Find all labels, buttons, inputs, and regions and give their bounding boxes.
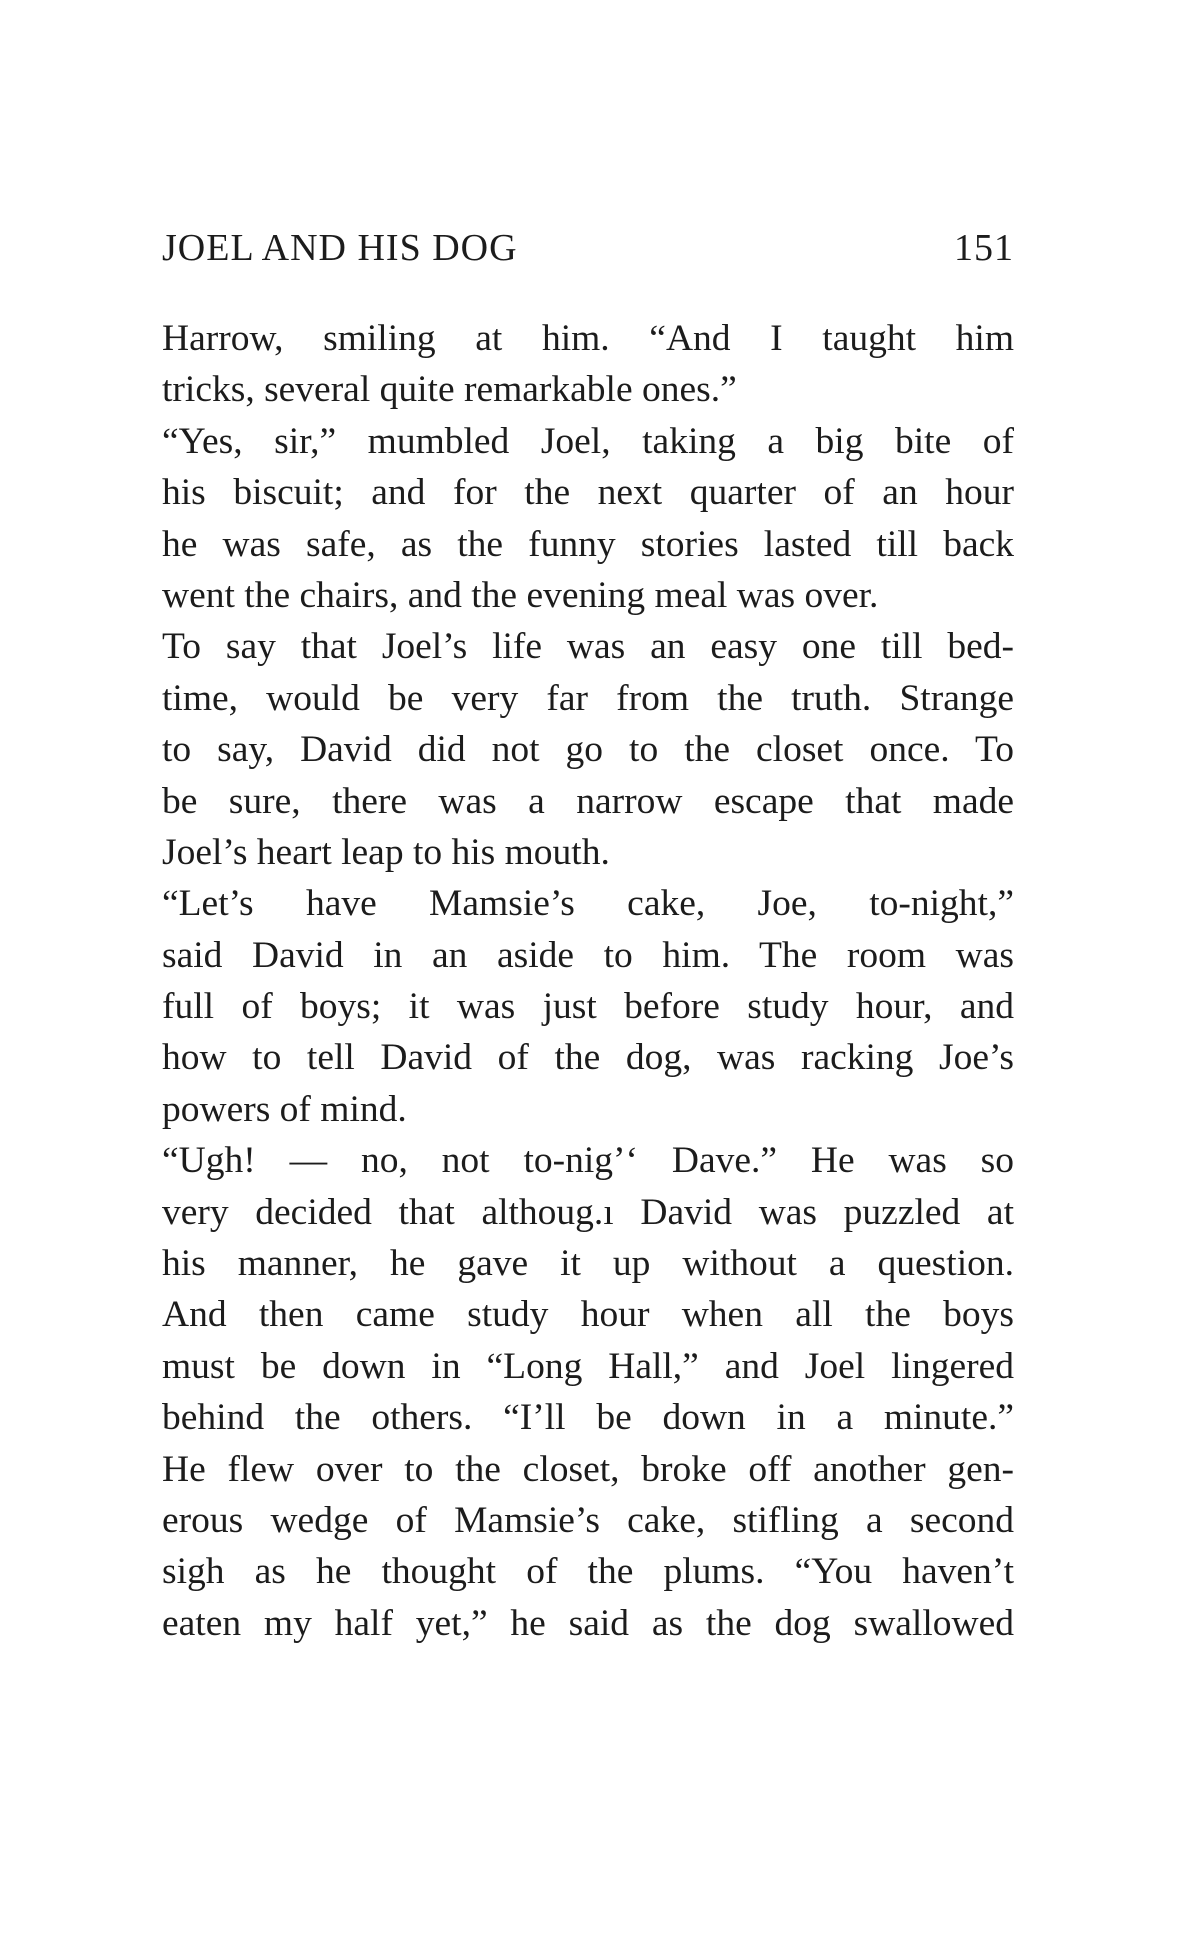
text-line: Joel’s heart leap to his mouth. <box>162 831 610 873</box>
page-number: 151 <box>954 227 1014 269</box>
running-header <box>162 226 1014 276</box>
text-line: And then came study hour when all the boys <box>162 1294 1014 1336</box>
text-line: tricks, several quite remarkable ones.” <box>162 369 737 411</box>
text-line: He flew over to the closet, broke off another gen- <box>162 1448 1014 1490</box>
text-line: be sure, there was a narrow escape that made <box>162 780 1014 822</box>
text-line: “Yes, sir,” mumbled Joel, taking a big bite of <box>162 420 1014 462</box>
text-line: “Ugh! — no, not to-nig’‘ Dave.” He was so <box>162 1140 1014 1182</box>
text-line: “Let’s have Mamsie’s cake, Joe, to-night,” <box>162 883 1014 925</box>
text-line: must be down in “Long Hall,” and Joel lingered <box>162 1345 1014 1387</box>
text-line: time, would be very far from the truth. Strange <box>162 677 1014 719</box>
text-line: how to tell David of the dog, was racking Joe’s <box>162 1037 1014 1079</box>
text-line: full of boys; it was just before study hour, and <box>162 986 1014 1028</box>
text-line: eaten my half yet,” he said as the dog swallowed <box>162 1602 1014 1644</box>
text-line: powers of mind. <box>162 1088 407 1130</box>
text-line: his biscuit; and for the next quarter of an hour <box>162 472 1014 514</box>
text-line: very decided that althoug.ı David was puzzled at <box>162 1191 1014 1233</box>
text-line: Harrow, smiling at him. “And I taught him <box>162 318 1014 359</box>
text-line: behind the others. “I’ll be down in a minute.” <box>162 1397 1014 1439</box>
body-text <box>162 313 1014 1649</box>
text-line: went the chairs, and the evening meal was over. <box>162 574 879 616</box>
text-line: to say, David did not go to the closet once. To <box>162 729 1014 771</box>
text-line: erous wedge of Mamsie’s cake, stifling a second <box>162 1499 1014 1541</box>
text-line: his manner, he gave it up without a question. <box>162 1243 1014 1285</box>
running-title: JOEL AND HIS DOG <box>162 227 518 269</box>
text-line: sigh as he thought of the plums. “You haven’t <box>162 1551 1014 1593</box>
text-line: he was safe, as the funny stories lasted till back <box>162 523 1014 565</box>
text-line: To say that Joel’s life was an easy one till bed- <box>162 626 1014 668</box>
text-line: said David in an aside to him. The room was <box>162 934 1014 976</box>
